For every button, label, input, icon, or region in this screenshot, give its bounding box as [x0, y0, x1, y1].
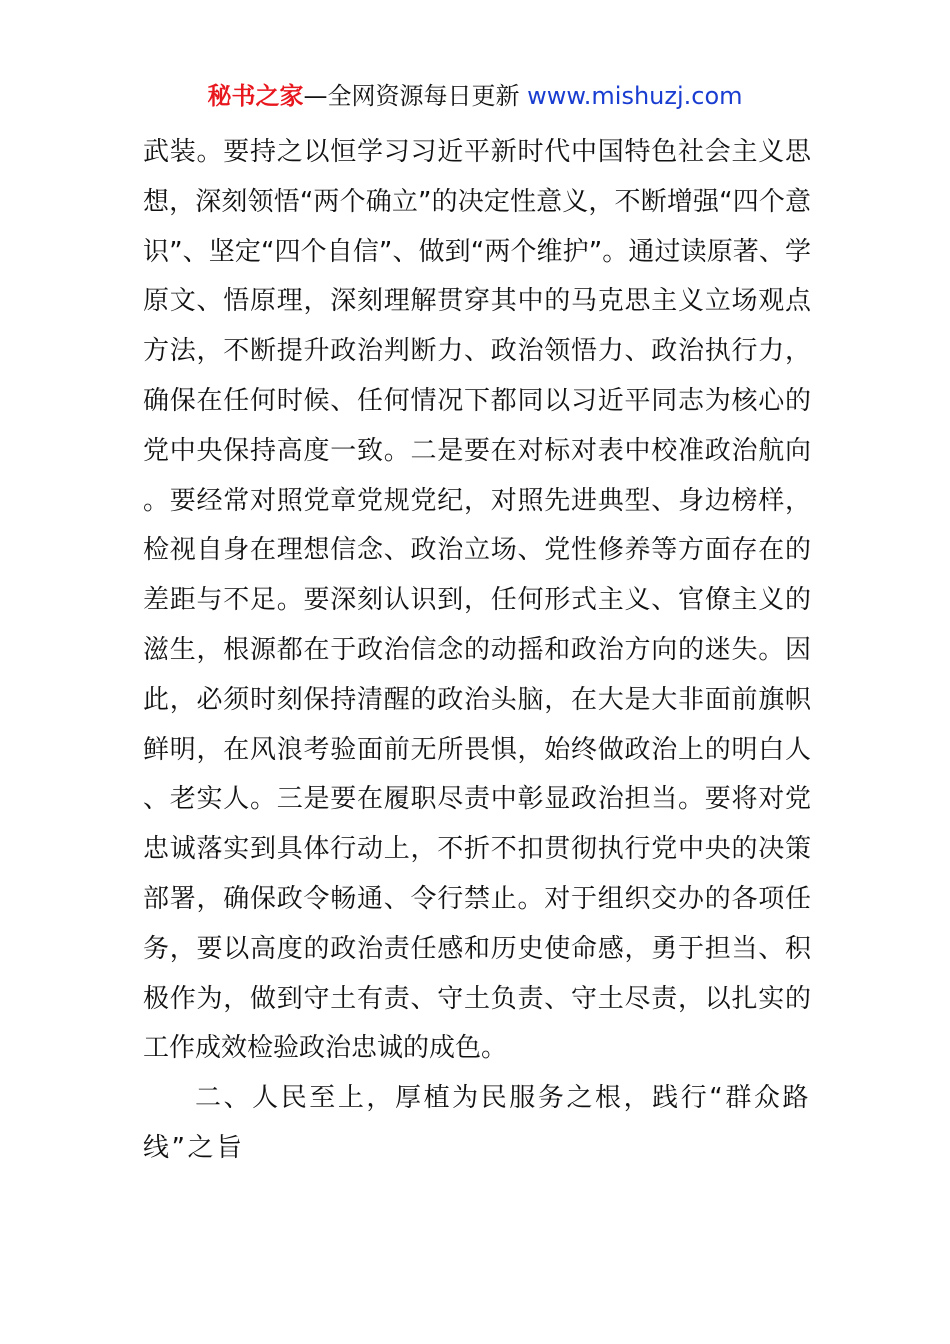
body-paragraph: 武装。要持之以恒学习习近平新时代中国特色社会主义思想，深刻领悟“两个确立”的决定性意义，不断增强“四个意识”、坚定“四个自信”、做到“两个维护”。通过读原著、学原文、悟原理，深刻理解贯穿其中的马克思主义立场观点方法，不断提升政治判断力、政治领悟力、政治执行力，确保在任何时候、任何情况下都同以习近平同志为核心的党中央保持高度一致。二是要在对标对表中校准政治航向。要经常对照党章党规党纪，对照先进典型、身边榜样，检视自身在理想信念、政治立场、党性修养等方面存在的差距与不足。要深刻认识到，任何形式主义、官僚主义的滋生，根源都在于政治信念的动摇和政治方向的迷失。因此，必须时刻保持清醒的政治头脑，在大是大非面前旗帜鲜明，在风浪考验面前无所畏惧，始终做政治上的明白人、老实人。三是要在履职尽责中彰显政治担当。要将对党忠诚落实到具体行动上，不折不扣贯彻执行党中央的决策部署，确保政令畅通、令行禁止。对于组织交办的各项任务，要以高度的政治责任感和历史使命感，勇于担当、积极作为，做到守土有责、守土负责、守土尽责，以扎实的工作成效检验政治忠诚的成色。 [143, 137, 811, 1064]
document-body [143, 128, 811, 1174]
section-heading: 二、人民至上，厚植为民服务之根，践行“群众路线”之旨 [143, 1083, 811, 1163]
brand-name: 秘书之家 [207, 82, 304, 110]
page-header [0, 78, 950, 114]
header-tagline: —全网资源每日更新 [303, 82, 528, 110]
site-url[interactable]: www.mishuzj.com [527, 82, 743, 110]
